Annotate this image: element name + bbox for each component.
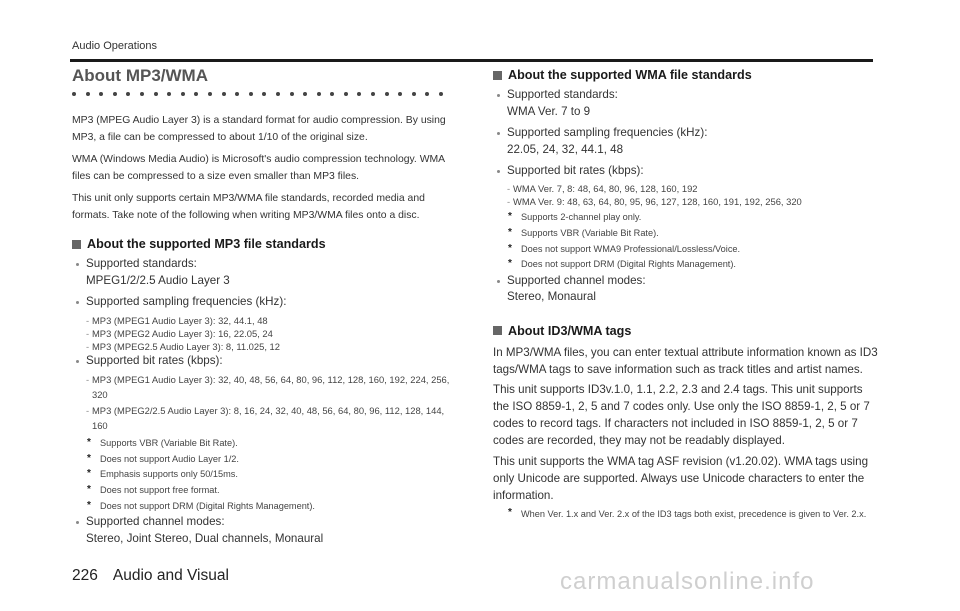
sub-list-item: - MP3 (MPEG1 Audio Layer 3): 32, 44.1, 48 [86, 314, 268, 326]
divider-dot [398, 92, 402, 96]
id3-paragraph: This unit supports ID3v.1.0, 1.1, 2.2, 2.3 and 2.4 tags. This unit supports the ISO 8859-1, 2, 5 and 7 codes only. Use only the ISO 8859-1, 2, 5 or 7 codes to record tags. If characters not included in ISO 8859-1, 2, 5 or 7 codes are recorded, they may not be readably displayed. [493, 383, 870, 448]
asterisk-icon: * [508, 226, 512, 238]
divider-dot [290, 92, 294, 96]
running-header: Audio Operations [72, 40, 157, 52]
note-item: * Does not support Audio Layer 1/2. [72, 452, 452, 468]
wma-heading-text: About the supported WMA file standards [508, 68, 752, 82]
dash-icon: - [507, 182, 511, 194]
right-column [493, 66, 878, 521]
note-item: * Supports 2-channel play only. [493, 210, 878, 226]
wma-section-heading [493, 66, 878, 84]
list-item: Supported channel modes: [72, 514, 452, 531]
note-item: * Does not support DRM (Digital Rights Management). [493, 257, 878, 273]
divider-dot [371, 92, 375, 96]
square-bullet-icon [493, 71, 502, 80]
divider-dot [249, 92, 253, 96]
asterisk-icon: * [87, 452, 91, 464]
divider-dot [385, 92, 389, 96]
intro-paragraph: WMA (Windows Media Audio) is Microsoft's audio compression technology. WMA files can be compressed to a size even smaller than MP3 files. [72, 154, 445, 182]
bullet-icon [76, 263, 79, 266]
note-item: * Supports VBR (Variable Bit Rate). [493, 226, 878, 242]
dash-icon: - [86, 341, 90, 353]
sub-list-item: - MP3 (MPEG2.5 Audio Layer 3): 8, 11.025, 12 [86, 341, 280, 353]
divider-dot [344, 92, 348, 96]
list-item-value: 22.05, 24, 32, 44.1, 48 [507, 142, 624, 156]
list-item: Supported bit rates (kbps): [493, 163, 878, 180]
sub-list-item: - MP3 (MPEG2 Audio Layer 3): 16, 22.05, 24 [86, 327, 273, 339]
divider-dot [439, 92, 443, 96]
bullet-icon [497, 132, 500, 135]
dash-icon: - [86, 404, 90, 416]
bullet-icon [497, 170, 500, 173]
list-item-value: WMA Ver. 7 to 9 [507, 104, 591, 118]
note-item: * When Ver. 1.x and Ver. 2.x of the ID3 tags both exist, precedence is given to Ver. 2.x. [508, 507, 867, 520]
divider-dot [154, 92, 158, 96]
id3-section-heading [493, 322, 878, 340]
asterisk-icon: * [508, 211, 512, 223]
mp3-section-heading [72, 235, 452, 253]
divider-dot [167, 92, 171, 96]
square-bullet-icon [493, 326, 502, 335]
bullet-icon [497, 280, 500, 283]
sub-list-item: - MP3 (MPEG1 Audio Layer 3): 32, 40, 48, 56, 64, 80, 96, 112, 128, 160, 192, 224, 256, 320 [86, 373, 450, 401]
note-item: * Does not support free format. [72, 483, 452, 499]
bullet-icon [497, 94, 500, 97]
list-item-value: MPEG1/2/2.5 Audio Layer 3 [86, 273, 230, 287]
page-footer [72, 567, 229, 585]
divider-dot [330, 92, 334, 96]
header-rule [70, 59, 873, 62]
divider-dot [113, 92, 117, 96]
asterisk-icon: * [87, 468, 91, 480]
dash-icon: - [86, 373, 90, 385]
divider-dot [303, 92, 307, 96]
bullet-icon [76, 521, 79, 524]
list-item: Supported sampling frequencies (kHz): [72, 294, 452, 311]
left-column [72, 66, 452, 547]
divider-dot [276, 92, 280, 96]
dash-icon: - [507, 195, 511, 207]
page-number: 226 [72, 567, 98, 584]
divider-dot [357, 92, 361, 96]
id3-heading-text: About ID3/WMA tags [508, 323, 632, 338]
divider-dot [194, 92, 198, 96]
square-bullet-icon [72, 240, 81, 249]
watermark: carmanualsonline.info [560, 568, 815, 595]
divider-dot [235, 92, 239, 96]
divider-dot [425, 92, 429, 96]
divider-dot [126, 92, 130, 96]
page-title: About MP3/WMA [72, 66, 208, 85]
asterisk-icon: * [508, 507, 512, 519]
dash-icon: - [86, 327, 90, 339]
list-item: Supported channel modes: [493, 273, 878, 290]
asterisk-icon: * [508, 258, 512, 270]
id3-paragraph: In MP3/WMA files, you can enter textual attribute information known as ID3 tags/WMA tags to save information such as track titles and artist names. [493, 345, 878, 376]
list-item: Supported bit rates (kbps): [72, 353, 452, 370]
divider-dot [208, 92, 212, 96]
list-item: Supported standards: [72, 256, 452, 273]
divider-dot [181, 92, 185, 96]
bullet-icon [76, 301, 79, 304]
asterisk-icon: * [87, 436, 91, 448]
divider-dot [99, 92, 103, 96]
note-item: * Supports VBR (Variable Bit Rate). [72, 436, 452, 452]
list-item-value: Stereo, Monaural [507, 290, 596, 304]
sub-list-item: - WMA Ver. 7, 8: 48, 64, 80, 96, 128, 160, 192 [507, 182, 698, 194]
id3-paragraph: This unit supports the WMA tag ASF revision (v1.20.02). WMA tags using only Unicode are supported. Always use Unicode characters to enter the information. [493, 454, 869, 502]
divider-dot [140, 92, 144, 96]
dash-icon: - [86, 314, 90, 326]
divider-dot [72, 92, 76, 96]
note-item: * Does not support WMA9 Professional/Lossless/Voice. [493, 242, 878, 258]
divider-dot [262, 92, 266, 96]
intro-paragraph: This unit only supports certain MP3/WMA file standards, recorded media and formats. Take note of the following when writing MP3/WMA files onto a disc. [72, 193, 425, 221]
list-item-value: Stereo, Joint Stereo, Dual channels, Monaural [86, 531, 324, 545]
list-item: Supported sampling frequencies (kHz): [493, 125, 878, 142]
asterisk-icon: * [508, 242, 512, 254]
divider-dot [317, 92, 321, 96]
note-item: * Does not support DRM (Digital Rights Management). [72, 499, 452, 515]
sub-list-item: - MP3 (MPEG2/2.5 Audio Layer 3): 8, 16, 24, 32, 40, 48, 56, 64, 80, 96, 112, 128, 144, 160 [86, 404, 445, 432]
divider-dot [86, 92, 90, 96]
divider-dot [412, 92, 416, 96]
intro-paragraph: MP3 (MPEG Audio Layer 3) is a standard format for audio compression. By using MP3, a file can be compressed to about 1/10 of the original size. [72, 115, 446, 143]
footer-section-title: Audio and Visual [112, 567, 229, 584]
note-item: * Emphasis supports only 50/15ms. [72, 467, 452, 483]
sub-list-item: - WMA Ver. 9: 48, 63, 64, 80, 95, 96, 127, 128, 160, 191, 192, 256, 320 [507, 195, 802, 207]
bullet-icon [76, 360, 79, 363]
title-dot-divider [72, 92, 452, 102]
divider-dot [222, 92, 226, 96]
asterisk-icon: * [87, 484, 91, 495]
list-item: Supported standards: [493, 87, 878, 104]
mp3-heading-text: About the supported MP3 file standards [87, 237, 326, 251]
asterisk-icon: * [87, 499, 91, 511]
